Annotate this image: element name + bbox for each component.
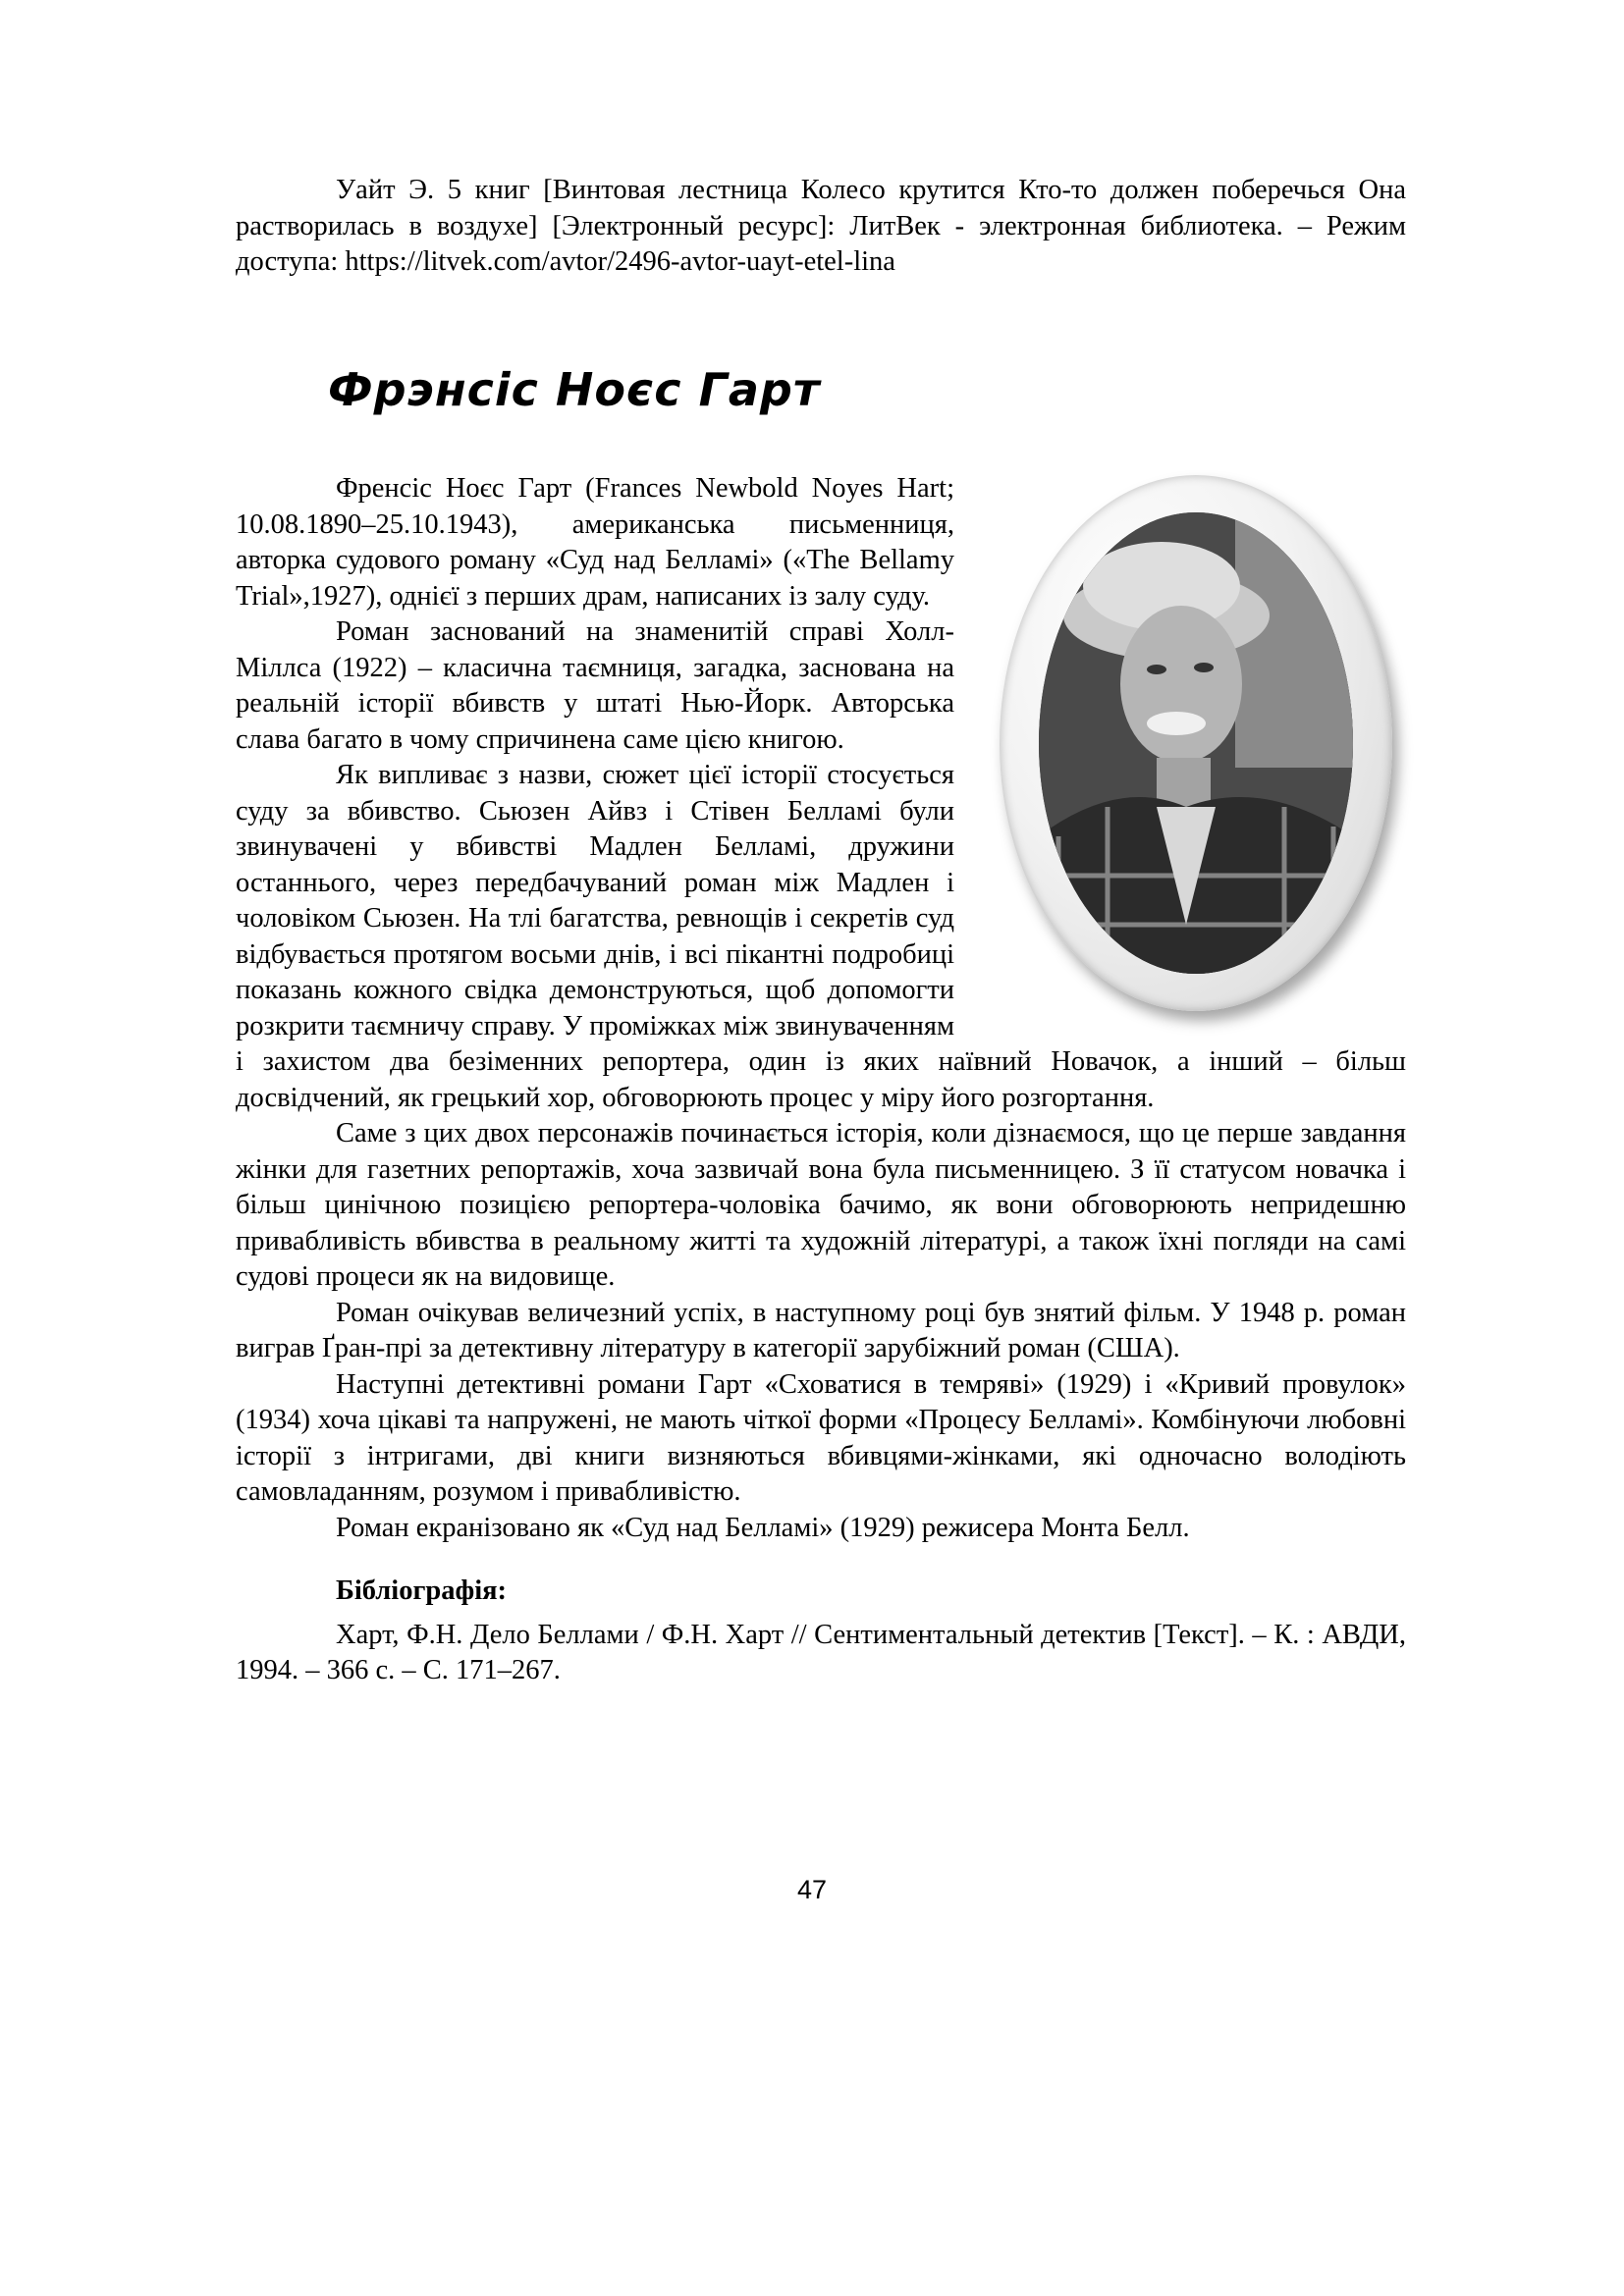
page-number: 47 xyxy=(796,1875,828,1904)
paragraph-5: Роман очікував величезний успіх, в наступному році був знятий фільм. У 1948 р. роман виграв Ґран-прі за детективну літературу в категорії зарубіжний роман (США). xyxy=(236,1297,1406,1363)
paragraph-4: Саме з цих двох персонажів починається історія, коли дізнаємося, що це перше завдання жінки для газетних репортажів, хоча зазвичай вона була письменницею. З її статусом новачка і більш цинічною позицією репортера-чоловіка бачимо, як вони обговорюють непридешню привабливість вбивства в реальному житті та художній літературі, а також їхні погляди на самі судові процеси як на видовище. xyxy=(236,1118,1406,1292)
bibliography-entry: Харт, Ф.Н. Дело Беллами / Ф.Н. Харт // Сентиментальный детектив [Текст]. – К. : АВДИ, 1994. – 366 с. – С. 171–267. xyxy=(236,1619,1406,1685)
top-reference: Уайт Э. 5 книг [Винтовая лестница Колесо крутится Кто-то должен поберечься Она растворилась в воздухе] [Электронный ресурс]: ЛитВек - электронная библиотека. – Режим доступа: https://litvek.com/avtor/2496-avtor-uayt-etel-lina xyxy=(236,175,1406,277)
paragraph-6: Наступні детективні романи Гарт «Сховатися в темряві» (1929) і «Кривий провулок» (1934) хоча цікаві та напружені, не мають чіткої форми «Процесу Белламі». Комбінуючи любовні історії з інтригами, дві книги визняються вбивцями-жінками, які одночасно володіють самовладанням, розумом і привабливістю. xyxy=(236,1368,1406,1507)
page-title: Фрэнсіс Ноєс Гарт xyxy=(328,363,821,416)
paragraph-1: Френсіс Ноєс Гарт (Frances Newbold Noyes Hart; 10.08.1890–25.10.1943), американська письменниця, авторка судового роману «Суд над Белламі» («The Bellamy Trial»,1927), однієї з перших драм, написаних із залу суду. xyxy=(236,473,954,612)
author-portrait-frame xyxy=(1000,475,1392,1011)
author-portrait xyxy=(1039,512,1353,974)
paragraph-3: Як випливає з назви, сюжет цієї історії стосується суду за вбивство. Сьюзен Айвз і Стівен Белламі були звинувачені у вбивстві Мадлен Белламі, дружини останнього, через передбачуваний роман між Мадлен і чоловіком Сьюзен. На тлі багатства, ревнощів і секретів суд відбувається протягом восьми днів, і всі пікантні подробиці показань кожного свідка демонструються, щоб допомогти розкрити таємничу справу. У проміжках між звинуваченням і захистом два безіменних репортера, один із яких наївний Новачок, а інший – більш досвідчений, як грецький хор, обговорюють процес у міру його розгортання. xyxy=(236,760,1406,1113)
paragraph-2: Роман заснований на знаменитій справі Холл-Міллса (1922) – класична таємниця, загадка, заснована на реальній історії вбивств у штаті Нью-Йорк. Авторська слава багато в чому спричинена саме цією книгою. xyxy=(236,616,954,755)
portrait-illustration xyxy=(1039,512,1353,974)
bibliography-label: Бібліографія: xyxy=(336,1575,508,1606)
paragraph-7: Роман екранізовано як «Суд над Белламі» (1929) режисера Монта Белл. xyxy=(336,1512,1190,1543)
